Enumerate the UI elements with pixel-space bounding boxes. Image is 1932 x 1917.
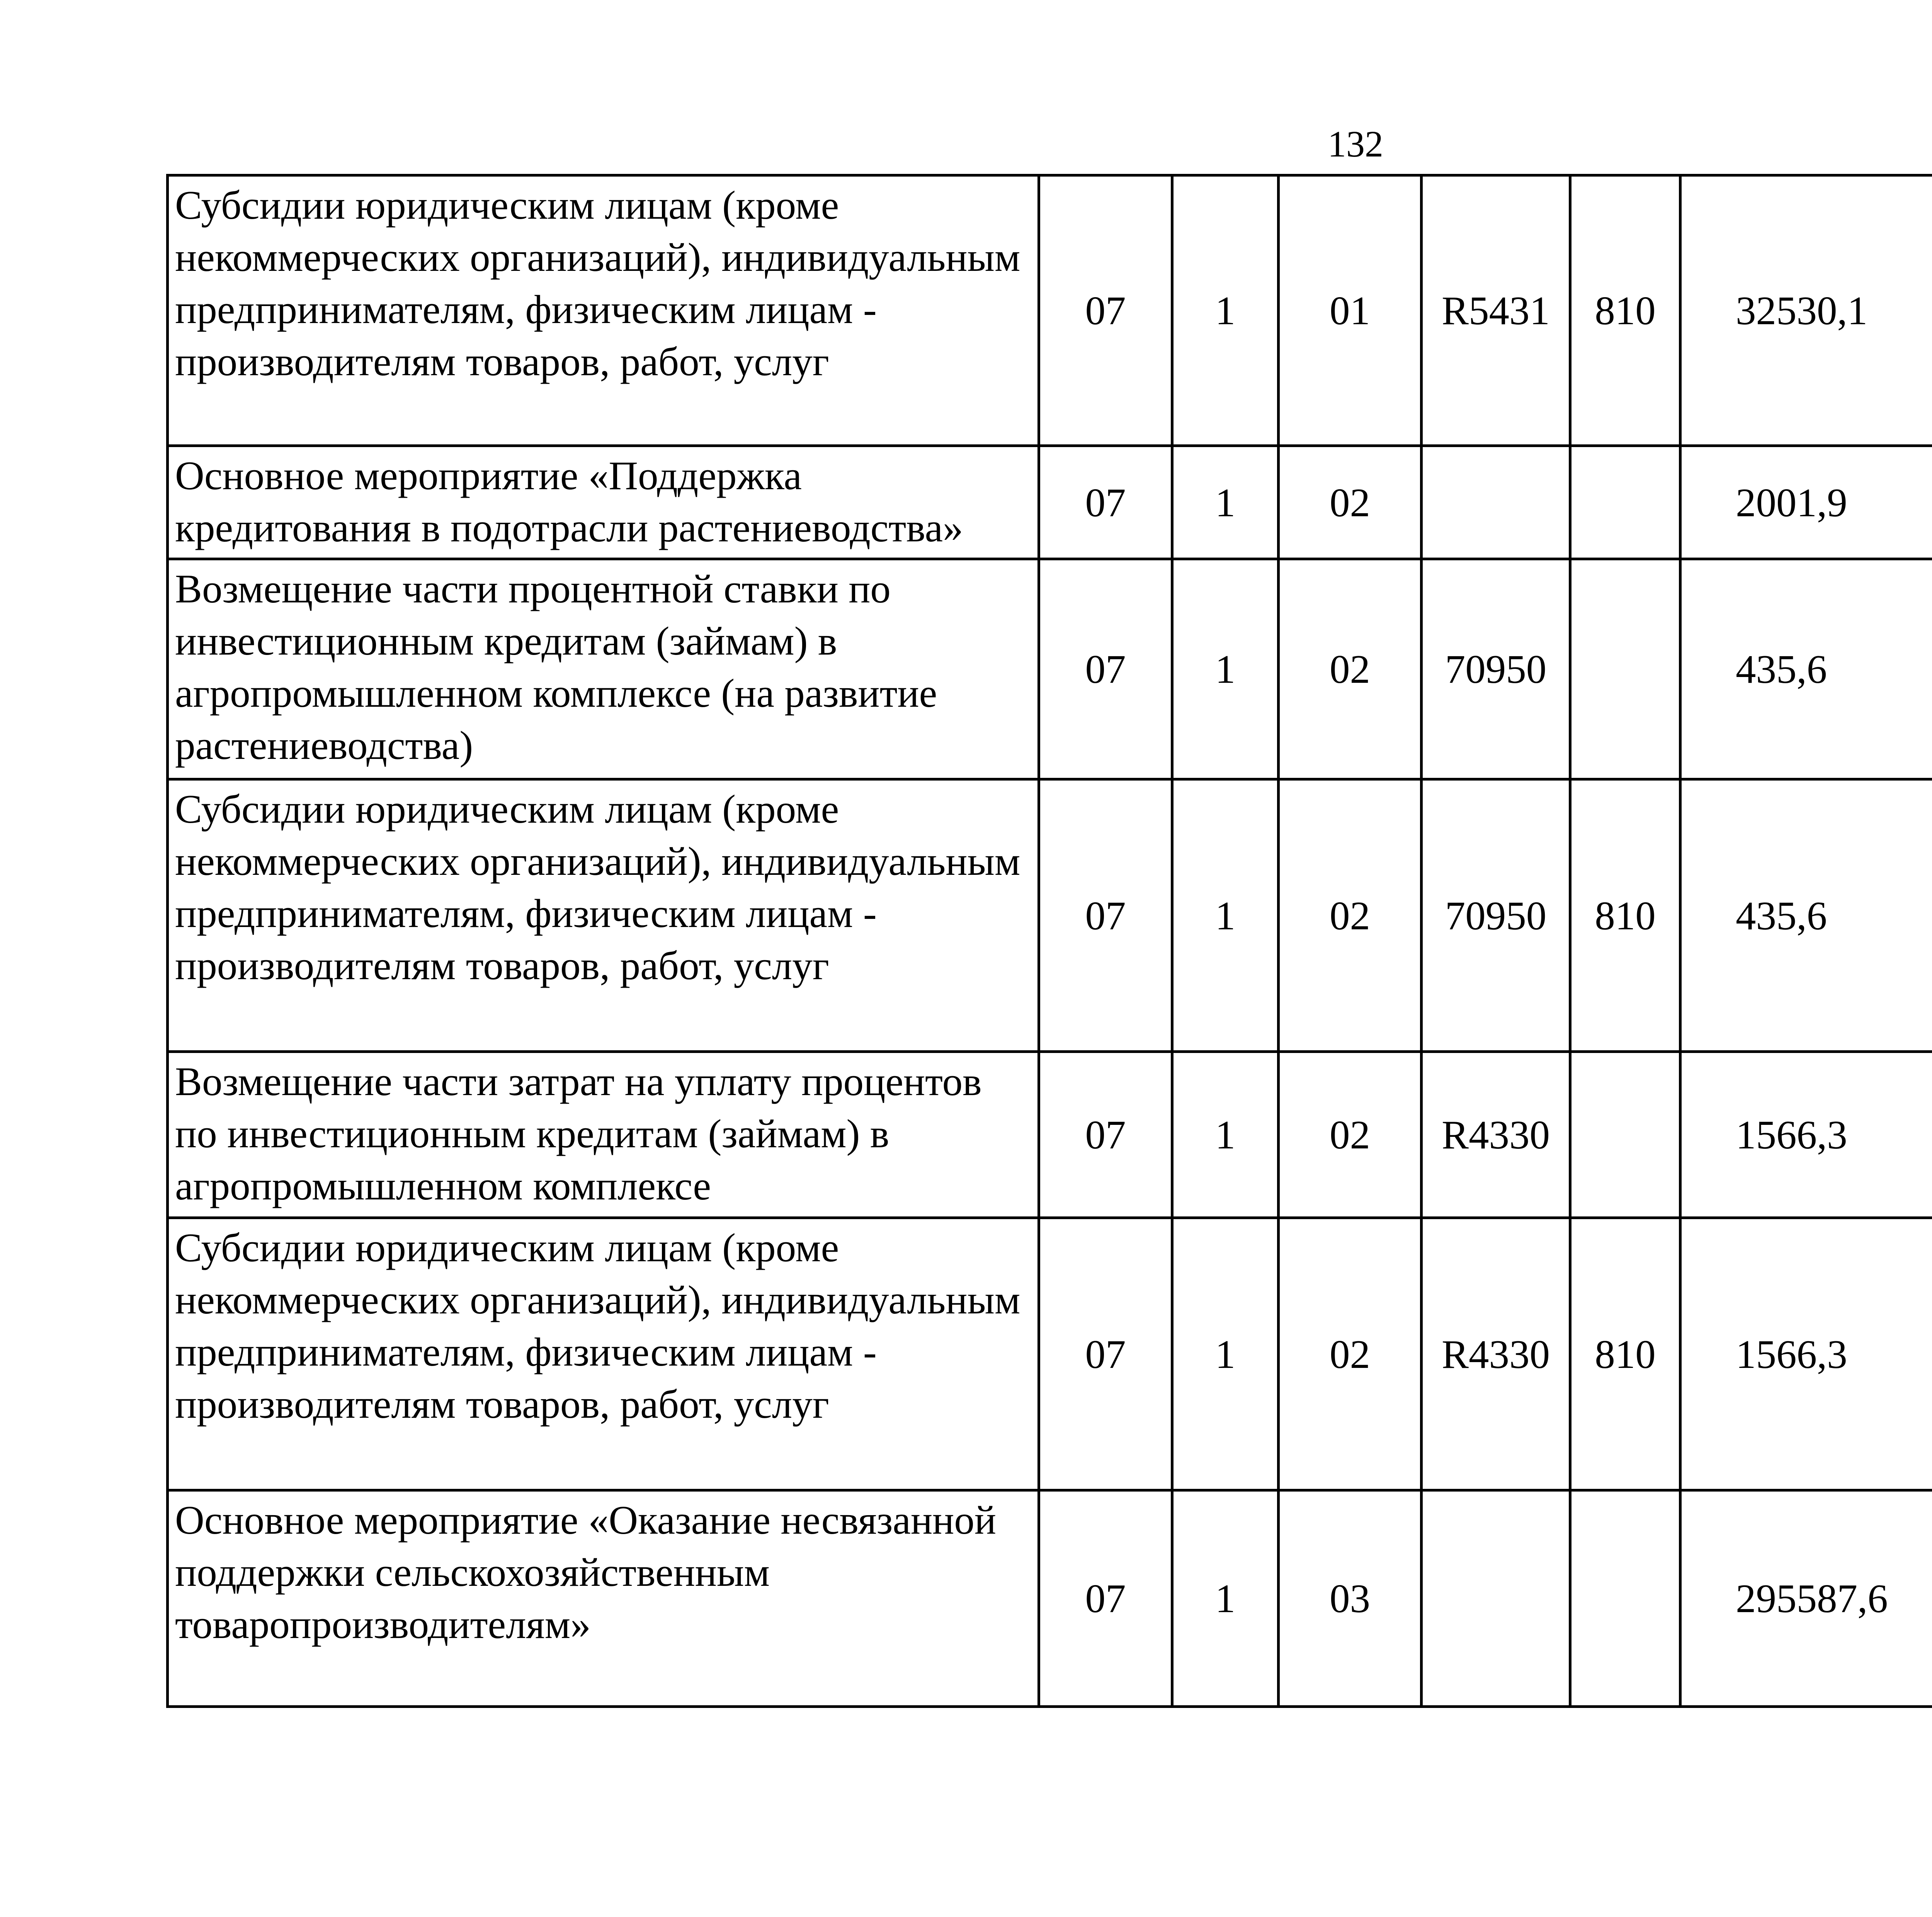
program-code: 1 <box>1172 446 1279 559</box>
table-row <box>168 559 1932 779</box>
program-code: 1 <box>1172 1218 1279 1490</box>
subprogram-code: 02 <box>1279 1218 1422 1490</box>
row-description: Возмещение части затрат на уплату процентов по инвестиционным кредитам (займам) в агропромышленном комплексе <box>168 1052 1039 1218</box>
section-code: 07 <box>1039 1490 1172 1707</box>
expense-type-code: 810 <box>1570 175 1680 446</box>
target-article-code: 70950 <box>1422 779 1570 1052</box>
amount-year-1: 1566,3 <box>1680 1218 1932 1490</box>
target-article-code: 70950 <box>1422 559 1570 779</box>
amount-year-1: 435,6 <box>1680 779 1932 1052</box>
subprogram-code: 02 <box>1279 1052 1422 1218</box>
table-row <box>168 1490 1932 1707</box>
expense-type-code <box>1570 1490 1680 1707</box>
amount-year-1: 1566,3 <box>1680 1052 1932 1218</box>
subprogram-code: 03 <box>1279 1490 1422 1707</box>
target-article-code: R4330 <box>1422 1218 1570 1490</box>
program-code: 1 <box>1172 175 1279 446</box>
subprogram-code: 02 <box>1279 779 1422 1052</box>
subprogram-code: 01 <box>1279 175 1422 446</box>
table-row <box>168 1052 1932 1218</box>
target-article-code <box>1422 1490 1570 1707</box>
section-code: 07 <box>1039 1218 1172 1490</box>
expense-type-code <box>1570 1052 1680 1218</box>
amount-year-1: 2001,9 <box>1680 446 1932 559</box>
section-code: 07 <box>1039 1052 1172 1218</box>
expense-type-code <box>1570 559 1680 779</box>
program-code: 1 <box>1172 1052 1279 1218</box>
row-description: Основное мероприятие «Оказание несвязанной поддержки сельскохозяйственным товаропроизводителям» <box>168 1490 1039 1707</box>
row-description: Субсидии юридическим лицам (кроме некоммерческих организаций), индивидуальным предпринимателям, физическим лицам - производителям товаров, работ, услуг <box>168 1218 1039 1490</box>
row-description: Субсидии юридическим лицам (кроме некоммерческих организаций), индивидуальным предпринимателям, физическим лицам - производителям товаров, работ, услуг <box>168 779 1039 1052</box>
table-row <box>168 1218 1932 1490</box>
target-article-code <box>1422 446 1570 559</box>
table-row <box>168 779 1932 1052</box>
subprogram-code: 02 <box>1279 446 1422 559</box>
row-description: Основное мероприятие «Поддержка кредитования в подотрасли растениеводства» <box>168 446 1039 559</box>
expense-type-code: 810 <box>1570 1218 1680 1490</box>
target-article-code: R5431 <box>1422 175 1570 446</box>
program-code: 1 <box>1172 559 1279 779</box>
section-code: 07 <box>1039 779 1172 1052</box>
section-code: 07 <box>1039 446 1172 559</box>
program-code: 1 <box>1172 779 1279 1052</box>
expense-type-code <box>1570 446 1680 559</box>
program-code: 1 <box>1172 1490 1279 1707</box>
expense-type-code: 810 <box>1570 779 1680 1052</box>
row-description: Возмещение части процентной ставки по инвестиционным кредитам (займам) в агропромышленном комплексе (на развитие растениеводства) <box>168 559 1039 779</box>
target-article-code: R4330 <box>1422 1052 1570 1218</box>
row-description: Субсидии юридическим лицам (кроме некоммерческих организаций), индивидуальным предпринимателям, физическим лицам - производителям товаров, работ, услуг <box>168 175 1039 446</box>
section-code: 07 <box>1039 175 1172 446</box>
table-row <box>168 175 1932 446</box>
section-code: 07 <box>1039 559 1172 779</box>
subprogram-code: 02 <box>1279 559 1422 779</box>
amount-year-1: 32530,1 <box>1680 175 1932 446</box>
page-number: 132 <box>1328 123 1383 165</box>
amount-year-1: 435,6 <box>1680 559 1932 779</box>
amount-year-1: 295587,6 <box>1680 1490 1932 1707</box>
budget-table <box>166 174 1932 1708</box>
table-row <box>168 446 1932 559</box>
